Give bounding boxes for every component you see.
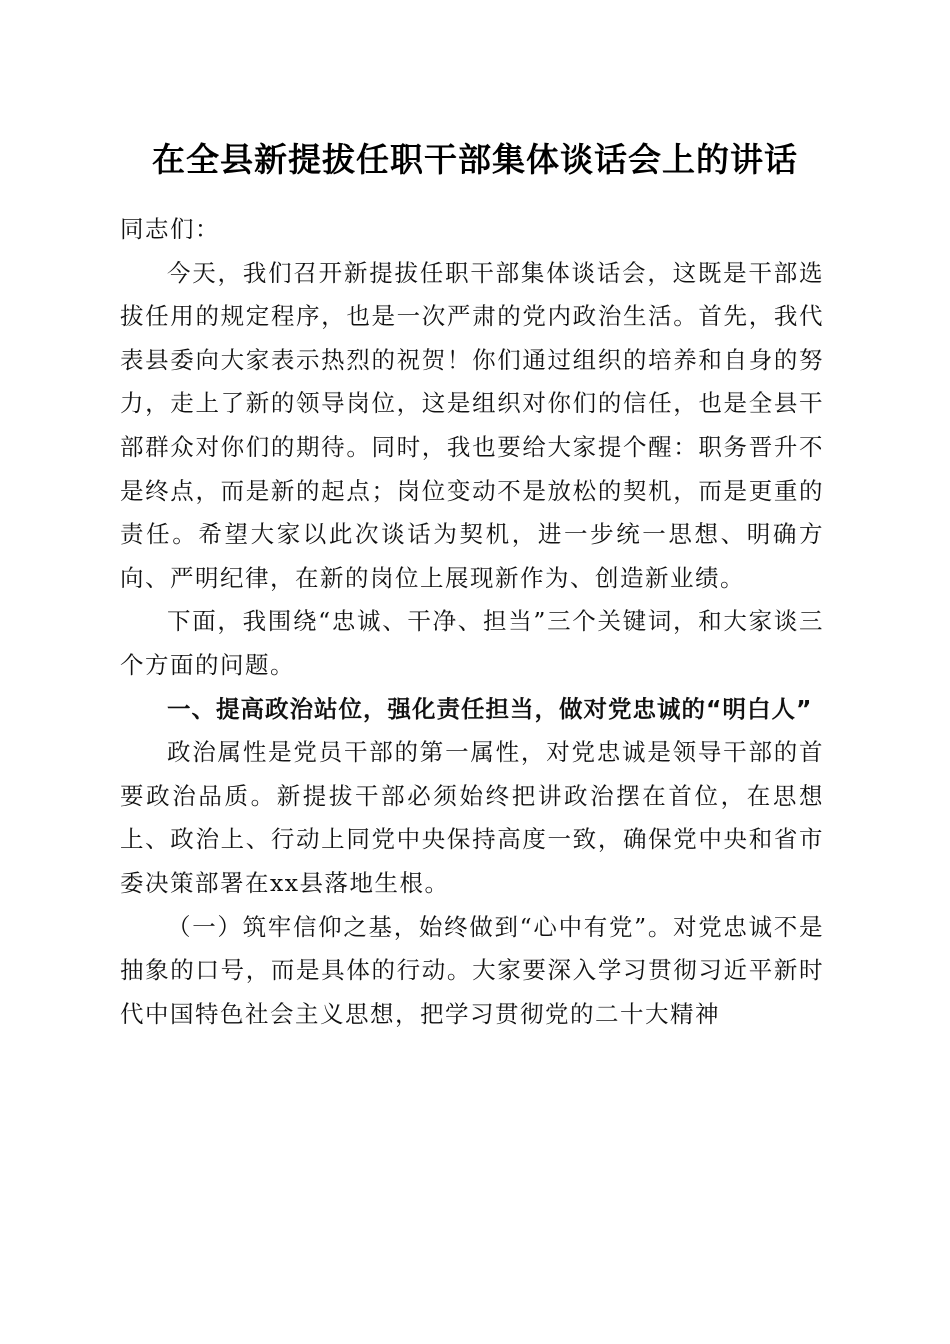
section-heading-1: 一、提高政治站位，强化责任担当，做对党忠诚的“明白人” (167, 694, 813, 723)
salutation: 同志们： (120, 215, 220, 243)
document-title: 在全县新提拔任职干部集体谈话会上的讲话 (152, 140, 798, 179)
document-body (120, 208, 824, 1036)
paragraph-opening: 今天，我们召开新提拔任职干部集体谈话会，这既是干部选拔任用的规定程序，也是一次严肃的党内政治生活。首先，我代表县委向大家表示热烈的祝贺！你们通过组织的培养和自身的努力，走上了新的领导岗位，这是组织对你们的信任，也是全县干部群众对你们的期待。同时，我也要给大家提个醒：职务晋升不是终点，而是新的起点；岗位变动不是放松的契机，而是更重的责任。希望大家以此次谈话为契机，进一步统一思想、明确方向、严明纪律，在新的岗位上展现新作为、创造新业绩。 (120, 258, 824, 592)
paragraph-outline: 下面，我围绕“忠诚、干净、担当”三个关键词，和大家谈三个方面的问题。 (120, 607, 824, 679)
paragraph-subsection-1: （一）筑牢信仰之基，始终做到“心中有党”。对党忠诚不是抽象的口号，而是具体的行动。大家要深入学习贯彻习近平新时代中国特色社会主义思想，把学习贯彻党的二十大精神 (120, 912, 824, 1028)
paragraph-political-loyalty: 政治属性是党员干部的第一属性，对党忠诚是领导干部的首要政治品质。新提拔干部必须始终把讲政治摆在首位，在思想上、政治上、行动上同党中央保持高度一致，确保党中央和省市委决策部署在xx县落地生根。 (120, 738, 824, 897)
